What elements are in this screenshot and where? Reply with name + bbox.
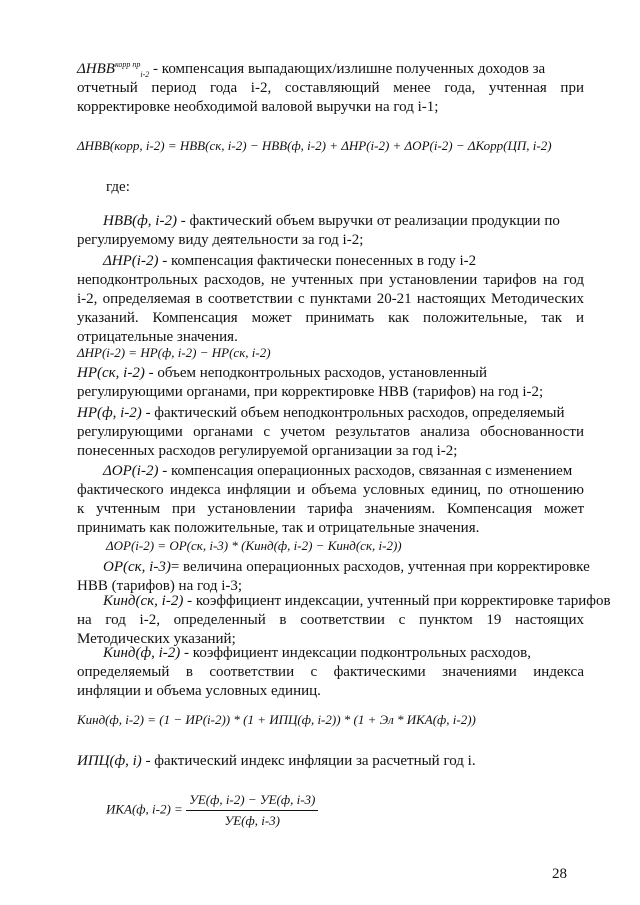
page-number: 28 xyxy=(552,866,567,882)
nr-sk-symbol: НР(ск, i-2) xyxy=(77,365,145,381)
def-delta-op-line4: принимать как положительные, так и отрицательные значения. xyxy=(77,520,480,536)
def-delta-nr xyxy=(77,252,584,347)
def-delta-op-line3: к учтенным при установлении тарифа значениям. Компенсация может xyxy=(77,501,584,517)
where-label: где: xyxy=(106,179,130,195)
def-kind-sk xyxy=(77,592,611,649)
def-nvv-f-line2: регулируемому виду деятельности за год i-2; xyxy=(77,232,364,248)
def-nvv-f xyxy=(77,212,584,250)
intro-paragraph xyxy=(77,60,584,117)
def-kind-f xyxy=(77,644,584,701)
def-nr-f xyxy=(77,404,584,461)
def-delta-nr-line2: неподконтрольных расходов, не учтенных при установлении тарифов на год xyxy=(77,272,584,288)
formula-kind-f: Кинд(ф, i-2) = (1 − ИР(i-2)) * (1 + ИПЦ(ф, i-2)) * (1 + Эл * ИКА(ф, i-2)) xyxy=(77,712,476,727)
formula-ika-denominator: УЕ(ф, i-3) xyxy=(224,813,280,828)
def-delta-nr-line3: i-2, определяемая в соответствии с пунктами 20-21 настоящих Методических xyxy=(77,291,584,307)
def-nr-f-line3: понесенных расходов регулируемой организации за год i-2; xyxy=(77,443,458,459)
def-kind-sk-line1: - коэффициент индексации, учтенный при корректировке тарифов xyxy=(183,593,611,609)
def-delta-op xyxy=(77,462,584,538)
formula-ika-fraction xyxy=(186,792,318,829)
def-nr-f-line2: регулирующими органами с учетом результатов анализа обоснованности xyxy=(77,424,584,440)
def-or-sk-line1: = величина операционных расходов, учтенная при корректировке xyxy=(170,559,590,575)
def-kind-sk-line2: на год i-2, определенный в соответствии с пунктом 19 настоящих xyxy=(77,612,584,628)
delta-nvv-corr-symbol: $\Delta НВВ^{корр пр}_{i-2}$ xyxy=(77,60,150,79)
def-nvv-f-line1: - фактический объем выручки от реализации продукции по xyxy=(176,213,560,229)
formula-ika-lhs: ИКА(ф, i-2) = xyxy=(106,801,183,817)
or-sk-symbol: ОР(ск, i-3) xyxy=(103,559,171,575)
delta-op-symbol: ΔОР(i-2) xyxy=(103,463,159,479)
delta-nr-symbol: ΔНР(i-2) xyxy=(103,253,159,269)
nvv-f-symbol: НВВ(ф, i-2) xyxy=(103,213,177,229)
formula-ika-numerator: УЕ(ф, i-2) − УЕ(ф, i-3) xyxy=(186,792,318,811)
def-ipc-text: - фактический индекс инфляции за расчетный год i. xyxy=(141,753,476,769)
def-delta-nr-line1: - компенсация фактически понесенных в году i-2 xyxy=(158,253,477,269)
kind-sk-symbol: Кинд(ск, i-2) xyxy=(103,593,184,609)
def-nr-sk xyxy=(77,364,584,402)
def-kind-f-line2: определяемый в соответствии с фактическими значениями индекса xyxy=(77,664,584,680)
intro-line1: - компенсация выпадающих/излишне полученных доходов за xyxy=(149,61,546,77)
def-delta-nr-line5: отрицательные значения. xyxy=(77,329,238,345)
def-nr-sk-line1: - объем неподконтрольных расходов, установленный xyxy=(144,365,488,381)
def-kind-f-line1: - коэффициент индексации подконтрольных расходов, xyxy=(180,645,531,661)
def-nr-f-line1: - фактический объем неподконтрольных расходов, определяемый xyxy=(141,405,565,421)
intro-line2: отчетный период года i-2, составляющий менее года, учтенная при xyxy=(77,80,584,96)
formula-delta-nr: ΔНР(i-2) = НР(ф, i-2) − НР(ск, i-2) xyxy=(77,345,271,360)
formula-delta-nvv: ΔНВВ(корр, i-2) = НВВ(ск, i-2) − НВВ(ф, i-2) + ΔНР(i-2) + ΔОР(i-2) − ΔКорр(ЦП, i-2) xyxy=(77,138,552,153)
ipc-symbol: ИПЦ(ф, i) xyxy=(77,753,142,769)
formula-delta-op: ΔОР(i-2) = ОР(ск, i-3) * (Кинд(ф, i-2) − Кинд(ск, i-2)) xyxy=(106,538,402,553)
intro-line3: корректировке необходимой валовой выручки на год i-1; xyxy=(77,99,439,115)
def-delta-nr-line4: указаний. Компенсация может принимать как положительные, так и xyxy=(77,310,584,326)
kind-f-symbol: Кинд(ф, i-2) xyxy=(103,645,181,661)
def-or-sk-line2: НВВ (тарифов) на год i-3; xyxy=(77,578,243,594)
def-delta-op-line2: фактического индекса инфляции и объема условных единиц, по отношению xyxy=(77,482,584,498)
def-kind-f-line3: инфляции и объема условных единиц. xyxy=(77,683,321,699)
def-or-sk xyxy=(77,558,590,596)
formula-ika xyxy=(106,792,318,829)
def-kind-sk-line3: Методических указаний; xyxy=(77,631,236,647)
nr-f-symbol: НР(ф, i-2) xyxy=(77,405,142,421)
def-ipc xyxy=(77,752,584,771)
def-delta-op-line1: - компенсация операционных расходов, связанная с изменением xyxy=(158,463,573,479)
def-nr-sk-line2: регулирующими органами, при корректировке НВВ (тарифов) на год i-2; xyxy=(77,384,544,400)
